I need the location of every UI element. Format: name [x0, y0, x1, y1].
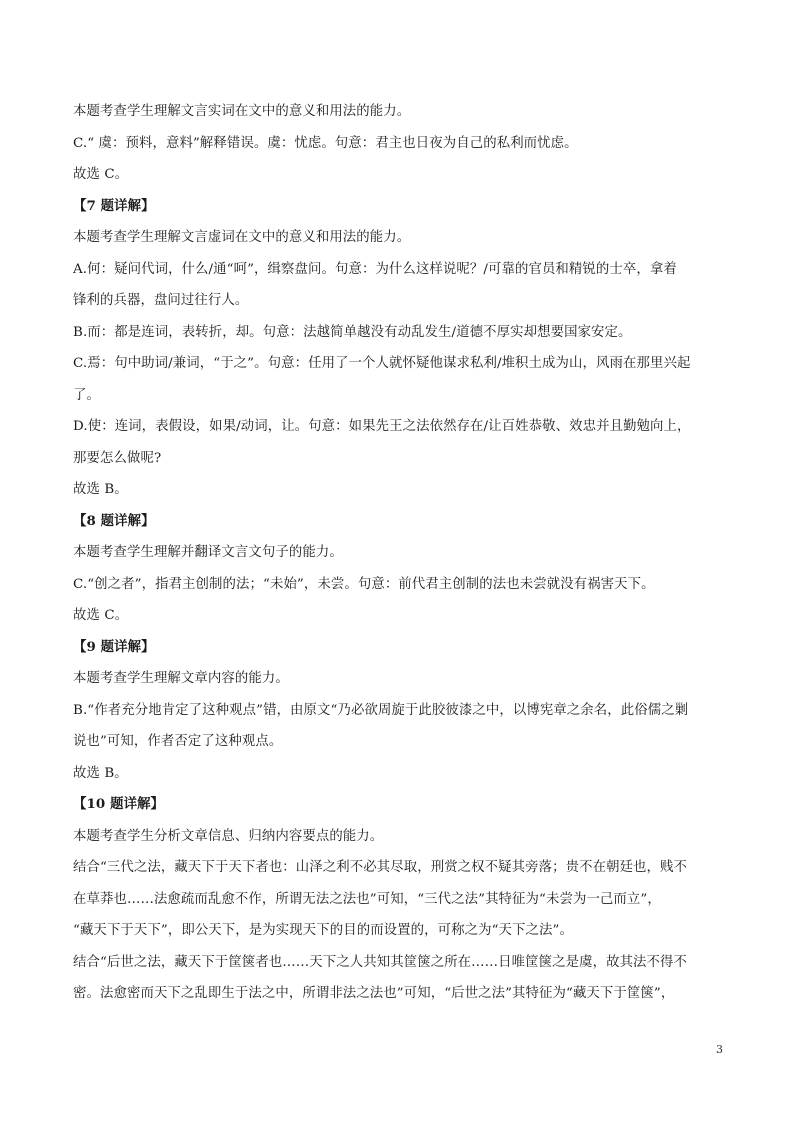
- page-number: 3: [716, 1043, 723, 1056]
- text-line: C.“ 虞：预料，意料”解释错误。虞：忧虑。句意：君主也日夜为自己的私利而忧虑。: [73, 135, 578, 151]
- text-line: 锋利的兵器，盘问过往行人。: [73, 293, 249, 308]
- text-line: B.而：都是连词，表转折，却。句意：法越简单越没有动乱发生/道德不厚实却想要国家安定。: [73, 324, 632, 340]
- text-line: 故选 C。: [73, 608, 129, 623]
- text-line: “藏天下于天下”，即公天下，是为实现天下的目的而设置的，可称之为“天下之法”。: [73, 923, 573, 938]
- text-line: 结合“三代之法，藏天下于天下者也：山泽之利不必其尽取，刑赏之权不疑其旁落；贵不在朝廷也，贱不: [73, 860, 688, 875]
- section-heading: 【10 题详解】: [73, 796, 165, 812]
- section-heading: 【8 题详解】: [73, 512, 155, 529]
- text-line: 那要怎么做呢?: [73, 450, 162, 466]
- document-body: [73, 96, 723, 1010]
- text-line: 了。: [73, 387, 100, 403]
- text-line: 本题考查学生理解并翻译文言文句子的能力。: [73, 545, 343, 560]
- text-line: C.“创之者”，指君主创制的法；“未始”，未尝。句意：前代君主创制的法也未尝就没有祸害天下。: [73, 576, 655, 592]
- text-line: 故选 C。: [73, 167, 129, 182]
- text-line: 故选 B。: [73, 765, 128, 781]
- section-heading: 【9 题详解】: [73, 638, 155, 655]
- text-line: 说也”可知，作者否定了这种观点。: [73, 734, 283, 749]
- text-line: 密。法愈密而天下之乱即生于法之中，所谓非法之法也”可知，“后世之法”其特征为“藏天下于筐箧”，: [73, 986, 675, 1001]
- section-heading: 【7 题详解】: [73, 197, 155, 214]
- text-line: 本题考查学生理解文章内容的能力。: [73, 671, 289, 686]
- text-line: 本题考查学生理解文言虚词在文中的意义和用法的能力。: [73, 230, 411, 245]
- text-line: 本题考查学生理解文言实词在文中的意义和用法的能力。: [73, 104, 411, 119]
- text-line: 在草莽也……法愈疏而乱愈不作，所谓无法之法也”可知，“三代之法”其特征为“未尝为一己而立”，: [73, 891, 661, 907]
- text-line: 结合“后世之法，藏天下于筐箧者也……天下之人共知其筐箧之所在……日唯筐箧之是虞，故其法不得不: [73, 954, 688, 970]
- text-line: C.焉：句中助词/兼词，“于之”。句意：任用了一个人就怀疑他谋求私利/堆积土成为山，风雨在那里兴起: [73, 356, 691, 371]
- text-line: 本题考查学生分析文章信息、归纳内容要点的能力。: [73, 828, 384, 844]
- text-line: A.何：疑问代词，什么/通“呵”，缉察盘问。句意：为什么这样说呢？/可靠的官员和精锐的士卒，拿着: [73, 261, 677, 277]
- text-line: D.使：连词，表假设，如果/动词，让。句意：如果先王之法依然存在/让百姓恭敬、效忠并且勤勉向上，: [73, 419, 691, 434]
- text-line: 故选 B。: [73, 482, 128, 497]
- text-line: B.“作者充分地肯定了这种观点”错，由原文“乃必欲周旋于此胶彼漆之中，以博宪章之余名，此俗儒之剿: [73, 702, 689, 718]
